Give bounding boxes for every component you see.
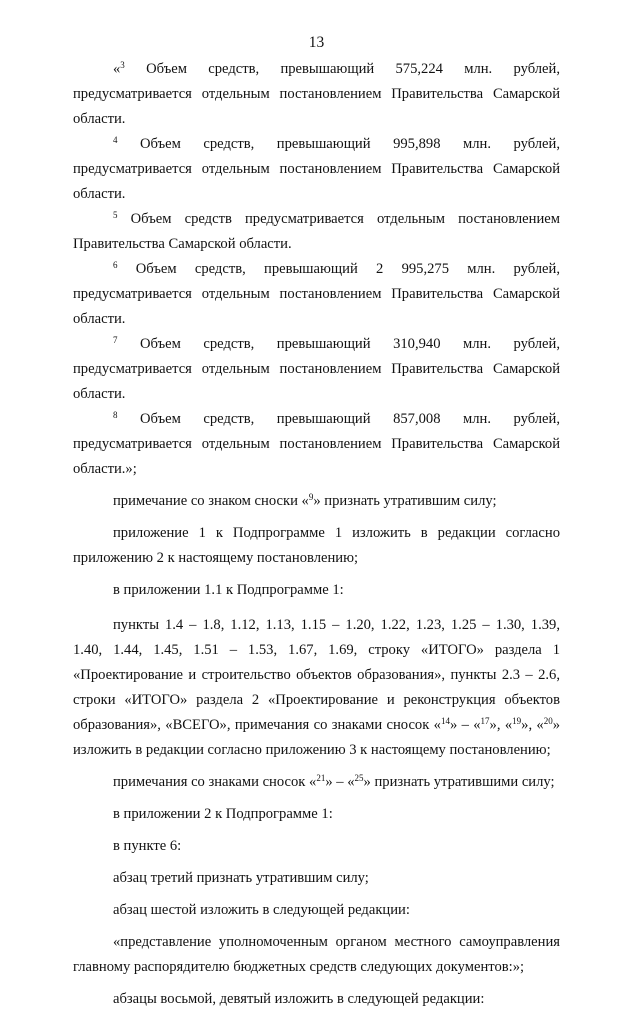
footnote-4: $^4$ Объем средств, превышающий 995,898 млн. рублей, предусматривается отдельным постановлением Правительства Самарской области. (73, 135, 560, 202)
footnote-5: $^5$ Объем средств предусматривается отдельным постановлением Правительства Самарской области. (73, 210, 560, 252)
paragraph-8-9-instruction: абзацы восьмой, девятый изложить в следующей редакции: (113, 991, 485, 1007)
paragraph-6-instruction: абзац шестой изложить в следующей редакции: (113, 902, 410, 918)
appendix-1-1-paragraph: в приложении 1.1 к Подпрограмме 1: (113, 582, 344, 598)
footnote-7: $^7$ Объем средств, превышающий 310,940 млн. рублей, предусматривается отдельным постановлением Правительства Самарской области. (73, 335, 560, 402)
paragraph-3-instruction: абзац третий признать утратившим силу; (113, 870, 369, 886)
footnote-8: $^8$ Объем средств, превышающий 857,008 млн. рублей, предусматривается отдельным постановлением Правительства Самарской области.»; (73, 410, 560, 477)
quoted-text: «представление уполномоченным органом местного самоуправления главному распорядителю бюджетных средств следующих документов:»; (73, 934, 560, 975)
appendix-2-paragraph: в приложении 2 к Подпрограмме 1: (113, 806, 333, 822)
document-body (73, 57, 560, 1012)
points-paragraph: пункты 1.4 – 1.8, 1.12, 1.13, 1.15 – 1.20, 1.22, 1.23, 1.25 – 1.30, 1.39, 1.40, 1.44, 1.45, 1.51 – 1.53, 1.67, 1.69, строку «ИТОГО» раздела 1 «Проектирование и строительство объектов образования», пункты 2.3 – 2.6, строки «ИТОГО» раздела 2 «Проектирование и реконструкция объектов образования», «ВСЕГО», примечания со знаками сносок «$^{14}$» – «$^{17}$», «$^{19}$», «$^{20}$» изложить в редакции согласно приложению 3 к настоящему постановлению; (73, 617, 561, 758)
page-number: 13 (308, 34, 325, 51)
appendix-1-paragraph: приложение 1 к Подпрограмме 1 изложить в редакции согласно приложению 2 к настоящему постановлению; (73, 525, 560, 566)
note-9-paragraph: примечание со знаком сноски «$^9$» признать утратившим силу; (113, 492, 497, 509)
notes-21-25-paragraph: примечания со знаками сносок «$^{21}$» – «$^{25}$» признать утратившими силу; (113, 773, 555, 790)
footnote-3: «$^3$ Объем средств, превышающий 575,224 млн. рублей, предусматривается отдельным постановлением Правительства Самарской области. (73, 60, 560, 127)
point-6-paragraph: в пункте 6: (113, 838, 182, 854)
footnote-6: $^6$ Объем средств, превышающий 2 995,275 млн. рублей, предусматривается отдельным постановлением Правительства Самарской области. (73, 260, 560, 327)
